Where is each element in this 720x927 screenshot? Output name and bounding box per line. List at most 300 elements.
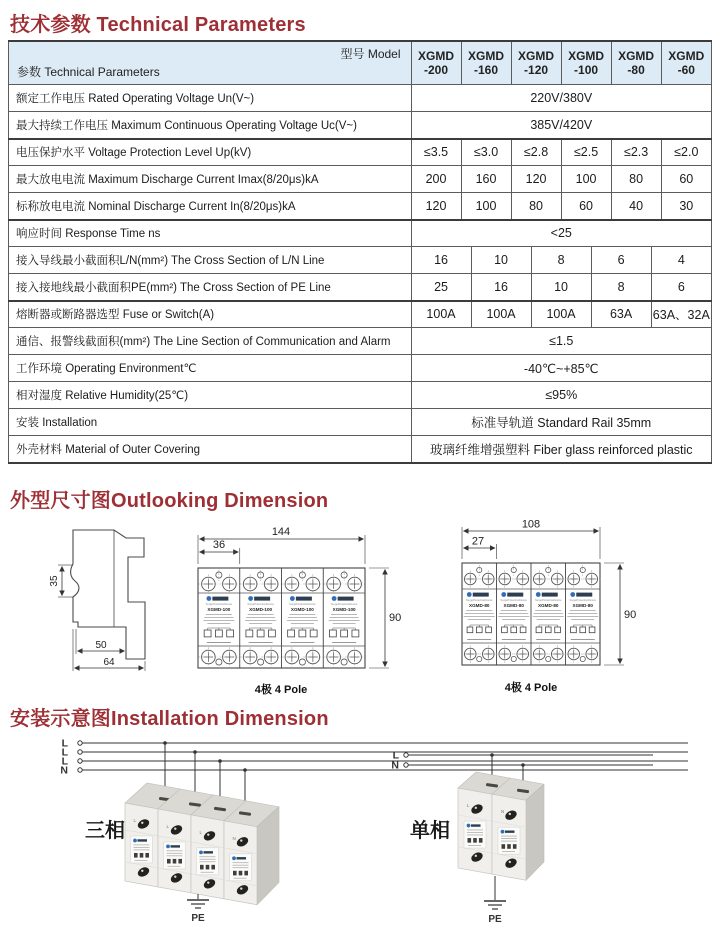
spec-text-stripe — [168, 866, 181, 867]
brand-subtitle: SurgeProtectiveDevice — [500, 599, 527, 602]
aux-terminal-icon — [477, 656, 482, 661]
status-window — [341, 630, 348, 637]
spec-text-stripe — [291, 623, 314, 624]
model-column-header: XGMD -120 — [511, 41, 561, 85]
status-window — [520, 627, 526, 633]
brand-subtitle: SurgeProtectiveDevice — [289, 603, 316, 606]
param-label: 通信、报警线截面积(mm²) The Line Section of Communication and Alarm — [9, 328, 412, 355]
spec-text-stripe — [203, 620, 234, 621]
spec-text-stripe — [501, 841, 517, 842]
caption-stripe — [571, 639, 595, 640]
pe-ground — [484, 876, 506, 925]
caption-stripe — [332, 642, 356, 643]
front2-modules — [461, 563, 600, 665]
param-value: 10 — [531, 274, 591, 301]
spec-text-stripe — [329, 620, 360, 621]
status-window — [467, 627, 473, 633]
screw-highlight — [141, 870, 143, 872]
spec-text-stripe — [134, 849, 150, 850]
spec-text-stripe — [535, 610, 561, 611]
status-window — [513, 844, 517, 849]
param-value: ≤1.5 — [411, 328, 711, 355]
brand-subtitle: SurgeProtectiveDevice — [205, 603, 233, 606]
spec-text-stripe — [200, 856, 216, 857]
module-model-label: XGMD-80 — [469, 603, 490, 608]
spec-text-stripe — [501, 610, 527, 611]
param-value: 100A — [471, 301, 531, 328]
status-window — [167, 859, 171, 864]
param-value: 4 — [651, 247, 711, 274]
aux-terminal-icon — [299, 659, 305, 665]
outline-module — [324, 570, 365, 667]
param-label: 熔断器或断路器选型 Fuse or Switch(A) — [9, 301, 412, 328]
tech-params-table — [8, 40, 712, 464]
brand-wordmark — [254, 597, 270, 601]
spd-photo-single-phase — [458, 772, 544, 880]
status-window — [178, 859, 182, 864]
param-label: 电压保护水平 Voltage Protection Level Up(kV) — [9, 139, 412, 166]
spec-text-stripe — [200, 859, 216, 860]
dim-text-64: 64 — [103, 657, 115, 668]
spec-text-stripe — [234, 878, 247, 879]
status-window — [211, 865, 215, 870]
aux-terminal-icon — [258, 659, 264, 665]
corner-param-label: 参数 Technical Parameters — [17, 65, 160, 79]
brand-wordmark — [576, 593, 592, 597]
status-window — [476, 627, 482, 633]
param-value: -40℃~+85℃ — [411, 355, 711, 382]
line-label: L — [392, 749, 399, 762]
status-window — [468, 838, 472, 843]
param-value: 220V/380V — [411, 85, 711, 112]
line-label: N — [391, 759, 399, 772]
spec-text-stripe — [206, 614, 232, 615]
brand-logo-icon — [166, 845, 170, 849]
param-value: 6 — [591, 247, 651, 274]
caption-stripe — [467, 639, 491, 640]
spd-photo-three-phase — [125, 783, 279, 905]
param-label: 接入导线最小截面积L/N(mm²) The Cross Section of L/N Line — [9, 247, 412, 274]
param-value: ≤95% — [411, 382, 711, 409]
spec-text-stripe — [534, 613, 563, 614]
brand-logo-icon — [570, 592, 575, 597]
spd-photo-module — [492, 778, 544, 880]
param-value: 8 — [591, 274, 651, 301]
device-side-outline — [71, 530, 145, 659]
status-window — [215, 630, 222, 637]
dim-text-90: 90 — [389, 612, 402, 624]
param-label: 工作环境 Operating Environment℃ — [9, 355, 412, 382]
caption-stripe — [502, 639, 526, 640]
spec-text-stripe — [167, 853, 183, 854]
param-value: 120 — [511, 166, 561, 193]
status-window — [545, 627, 551, 633]
table-corner-cell — [9, 41, 412, 85]
screw-highlight — [240, 839, 242, 841]
table-row — [9, 220, 712, 247]
corner-model-label: 型号 Model — [340, 47, 401, 61]
tech-params-title: 技术参数 Technical Parameters — [10, 14, 306, 36]
brand-logo-icon — [199, 850, 203, 854]
param-value: ≤2.0 — [661, 139, 711, 166]
param-value: 10 — [471, 247, 531, 274]
module-model-label: XGMD-100 — [290, 607, 314, 612]
caption-stripe — [207, 642, 231, 643]
dim-text-36: 36 — [212, 539, 226, 551]
spec-text-stripe — [288, 617, 317, 618]
param-value: 玻璃纤维增强塑料 Fiber glass reinforced plastic — [411, 436, 711, 463]
brand-logo-icon — [467, 824, 471, 828]
module-model-label: XGMD-80 — [538, 603, 559, 608]
three-phase-label: 三相 — [85, 820, 125, 842]
param-value: 25 — [411, 274, 471, 301]
outline-module — [530, 563, 566, 665]
spec-text-stripe — [287, 620, 318, 621]
pole-caption: 4极 4 Pole — [254, 684, 308, 696]
spec-text-stripe — [134, 847, 150, 848]
status-window — [145, 853, 149, 858]
status-window — [288, 630, 295, 637]
status-window — [233, 871, 237, 876]
spec-text-stripe — [245, 620, 276, 621]
status-window — [246, 630, 253, 637]
brand-wordmark — [204, 851, 214, 853]
terminal-letter: L — [133, 817, 137, 823]
spec-text-stripe — [467, 830, 483, 831]
spec-text-stripe — [533, 616, 564, 617]
terminal-letter: L — [199, 829, 203, 835]
param-value: ≤3.5 — [411, 139, 461, 166]
table-row — [9, 436, 712, 463]
screw-highlight — [207, 881, 209, 883]
param-value: 100 — [461, 193, 511, 220]
brand-wordmark — [542, 593, 558, 597]
front1-modules — [199, 568, 365, 668]
line-label: N — [60, 764, 68, 777]
param-value: 标准导轨道 Standard Rail 35mm — [411, 409, 711, 436]
outline-module — [199, 568, 240, 668]
line-terminal-dot — [78, 759, 82, 763]
module-model-label: XGMD-100 — [207, 607, 231, 612]
line-terminal-dot — [404, 763, 408, 767]
caption-stripe — [290, 642, 314, 643]
outline-module — [282, 568, 323, 668]
status-window — [580, 627, 586, 633]
spec-text-stripe — [467, 835, 483, 836]
line-terminal-dot — [78, 750, 82, 754]
spec-text-stripe — [571, 619, 594, 620]
line-label: L — [61, 755, 68, 768]
brand-logo-icon — [536, 592, 541, 597]
line-terminal-dot — [78, 741, 82, 745]
status-window — [134, 853, 138, 858]
param-value: 16 — [411, 247, 471, 274]
spec-text-stripe — [289, 614, 315, 615]
status-window — [352, 630, 359, 637]
spec-text-stripe — [200, 861, 216, 862]
single-phase-diagram — [380, 730, 690, 927]
param-value: 100A — [531, 301, 591, 328]
param-value: 200 — [411, 166, 461, 193]
spd-photo-module — [224, 801, 279, 905]
status-window — [486, 627, 492, 633]
front-view-144-drawing — [182, 515, 417, 703]
brand-subtitle: SurgeProtectiveDevice — [247, 603, 274, 606]
spec-text-stripe — [502, 619, 525, 620]
brand-subtitle: SurgeProtectiveDevice — [330, 603, 358, 606]
table-row — [9, 85, 712, 112]
spec-text-stripe — [233, 865, 249, 866]
screw-highlight — [207, 833, 209, 835]
pe-ground — [187, 894, 209, 924]
spec-text-stripe — [498, 616, 529, 617]
aux-terminal-icon — [216, 659, 222, 665]
screw-highlight — [475, 807, 477, 809]
aux-terminal-icon — [511, 656, 516, 661]
aux-terminal-icon — [341, 659, 347, 665]
screw-highlight — [475, 855, 477, 857]
pe-label: PE — [488, 914, 502, 925]
param-value: 63A — [591, 301, 651, 328]
status-window — [200, 865, 204, 870]
param-label: 最大持续工作电压 Maximum Continuous Operating Voltage Uc(V~) — [9, 112, 412, 139]
status-window — [502, 627, 508, 633]
module-model-label: XGMD-100 — [249, 607, 273, 612]
status-window — [268, 630, 275, 637]
line-label: L — [61, 746, 68, 759]
spec-text-stripe — [501, 836, 517, 837]
screw-highlight — [509, 813, 511, 815]
spec-text-stripe — [233, 867, 249, 868]
spec-text-stripe — [249, 623, 272, 624]
line-terminal-dot — [404, 753, 408, 757]
outlook-title: 外型尺寸图Outlooking Dimension — [10, 490, 329, 512]
spec-text-stripe — [330, 617, 359, 618]
terminal-letter: L — [467, 803, 470, 809]
brand-logo-icon — [206, 596, 211, 601]
brand-wordmark — [507, 593, 523, 597]
model-column-header: XGMD -160 — [461, 41, 511, 85]
param-label: 最大放电电流 Maximum Discharge Current Imax(8/20μs)kA — [9, 166, 412, 193]
param-value: 63A、32A — [651, 301, 711, 328]
module-side-face — [526, 784, 544, 880]
brand-wordmark — [505, 830, 515, 832]
brand-logo-icon — [332, 596, 337, 601]
dim-text-27: 27 — [471, 535, 485, 548]
brand-logo-icon — [501, 592, 506, 597]
spec-text-stripe — [331, 614, 357, 615]
param-value: 60 — [661, 166, 711, 193]
param-value: 160 — [461, 166, 511, 193]
terminal-letter: L — [166, 823, 170, 829]
pole-caption: 4极 4 Pole — [504, 682, 558, 694]
spec-text-stripe — [468, 619, 491, 620]
dim-text-50: 50 — [95, 640, 107, 651]
front-view-108-drawing — [450, 515, 700, 703]
table-row — [9, 139, 712, 166]
status-window — [555, 627, 561, 633]
status-window — [589, 627, 595, 633]
status-window — [173, 859, 177, 864]
brand-logo-icon — [133, 839, 137, 843]
brand-subtitle: SurgeProtectiveDevice — [535, 599, 562, 602]
param-value: ≤2.3 — [611, 139, 661, 166]
pe-label: PE — [191, 913, 205, 924]
table-row — [9, 301, 712, 328]
model-column-header: XGMD -100 — [561, 41, 611, 85]
table-row — [9, 328, 712, 355]
param-label: 相对湿度 Relative Humidity(25℃) — [9, 382, 412, 409]
status-window — [257, 630, 264, 637]
brand-wordmark — [471, 824, 481, 826]
param-value: 100A — [411, 301, 471, 328]
status-window — [329, 630, 336, 637]
spec-text-stripe — [499, 613, 528, 614]
spec-text-stripe — [502, 851, 515, 852]
install-title: 安装示意图Installation Dimension — [10, 708, 329, 730]
param-value: 16 — [471, 274, 531, 301]
spec-text-stripe — [246, 617, 275, 618]
spec-text-stripe — [570, 610, 596, 611]
spec-text-stripe — [537, 619, 560, 620]
dim-text-108: 108 — [521, 518, 541, 531]
table-row — [9, 382, 712, 409]
table-header-row — [9, 41, 712, 85]
spec-text-stripe — [468, 845, 481, 846]
spec-text-stripe — [464, 616, 495, 617]
status-window — [536, 627, 542, 633]
brand-subtitle: SurgeProtectiveDevice — [466, 599, 493, 602]
spec-text-stripe — [167, 855, 183, 856]
outline-module — [461, 563, 497, 665]
brand-logo-icon — [290, 596, 295, 601]
module-model-label: XGMD-100 — [332, 607, 356, 612]
param-label: 额定工作电压 Rated Operating Voltage Un(V~) — [9, 85, 412, 112]
screw-highlight — [174, 876, 176, 878]
terminal-letter: N — [501, 809, 505, 815]
brand-logo-icon — [248, 596, 253, 601]
module-model-label: XGMD-80 — [572, 603, 593, 608]
brand-wordmark — [338, 597, 354, 601]
caption-stripe — [249, 642, 273, 643]
brand-wordmark — [473, 593, 489, 597]
param-value: 385V/420V — [411, 112, 711, 139]
single-phase-label: 单相 — [410, 820, 450, 842]
model-column-header: XGMD -60 — [661, 41, 711, 85]
param-label: 安装 Installation — [9, 409, 412, 436]
param-label: 外壳材料 Material of Outer Covering — [9, 436, 412, 463]
status-window — [239, 871, 243, 876]
brand-logo-icon — [467, 592, 472, 597]
status-window — [206, 865, 210, 870]
param-value: ≤3.0 — [461, 139, 511, 166]
model-column-header: XGMD -80 — [611, 41, 661, 85]
param-value: 100 — [561, 166, 611, 193]
brand-wordmark — [212, 597, 228, 601]
param-value: ≤2.5 — [561, 139, 611, 166]
param-value: 80 — [511, 193, 561, 220]
status-window — [227, 630, 234, 637]
param-value: <25 — [411, 220, 711, 247]
spec-text-stripe — [467, 832, 483, 833]
param-label: 标称放电电流 Nominal Discharge Current In(8/20μs)kA — [9, 193, 412, 220]
line-label: L — [61, 737, 68, 750]
screw-highlight — [240, 887, 242, 889]
param-value: 8 — [531, 247, 591, 274]
spec-text-stripe — [466, 610, 492, 611]
model-column-header: XGMD -200 — [411, 41, 461, 85]
brand-logo-icon — [501, 830, 505, 834]
spec-text-stripe — [135, 860, 148, 861]
table-row — [9, 166, 712, 193]
table-row — [9, 274, 712, 301]
param-label: 响应时间 Response Time ns — [9, 220, 412, 247]
param-value: 60 — [561, 193, 611, 220]
dim-text-144: 144 — [271, 526, 291, 538]
outline-module — [496, 563, 532, 665]
status-window — [299, 630, 306, 637]
param-value: 80 — [611, 166, 661, 193]
status-window — [502, 844, 506, 849]
param-value: 6 — [651, 274, 711, 301]
screw-highlight — [141, 822, 143, 824]
param-value: ≤2.8 — [511, 139, 561, 166]
spec-text-stripe — [167, 850, 183, 851]
brand-logo-icon — [232, 856, 236, 860]
brand-wordmark — [296, 597, 312, 601]
caption-stripe — [536, 639, 560, 640]
table-row — [9, 247, 712, 274]
param-value: 30 — [661, 193, 711, 220]
screw-highlight — [174, 828, 176, 830]
param-value: 40 — [611, 193, 661, 220]
status-window — [507, 844, 511, 849]
terminal-letter: N — [232, 835, 236, 841]
status-window — [473, 838, 477, 843]
dim-text-90: 90 — [624, 609, 637, 621]
spec-text-stripe — [501, 838, 517, 839]
spec-text-stripe — [333, 623, 356, 624]
brand-wordmark — [171, 845, 181, 847]
spec-text-stripe — [567, 616, 598, 617]
spec-text-stripe — [465, 613, 494, 614]
spec-text-stripe — [134, 844, 150, 845]
spec-text-stripe — [204, 617, 233, 618]
status-window — [310, 630, 317, 637]
table-row — [9, 355, 712, 382]
outline-module — [240, 568, 281, 668]
table-row — [9, 112, 712, 139]
status-window — [140, 853, 144, 858]
aux-terminal-icon — [580, 656, 585, 661]
brand-subtitle: SurgeProtectiveDevice — [569, 599, 596, 602]
aux-terminal-icon — [546, 656, 551, 661]
status-window — [571, 627, 577, 633]
screw-highlight — [509, 861, 511, 863]
status-window — [511, 627, 517, 633]
outline-module — [565, 565, 601, 663]
table-row — [9, 193, 712, 220]
module-model-label: XGMD-80 — [503, 603, 524, 608]
spec-text-stripe — [233, 862, 249, 863]
spec-text-stripe — [207, 623, 230, 624]
spec-text-stripe — [248, 614, 274, 615]
brand-wordmark — [237, 857, 247, 859]
status-window — [204, 630, 211, 637]
brand-wordmark — [138, 839, 148, 841]
spec-text-stripe — [568, 613, 597, 614]
dim-text-35: 35 — [49, 575, 60, 587]
